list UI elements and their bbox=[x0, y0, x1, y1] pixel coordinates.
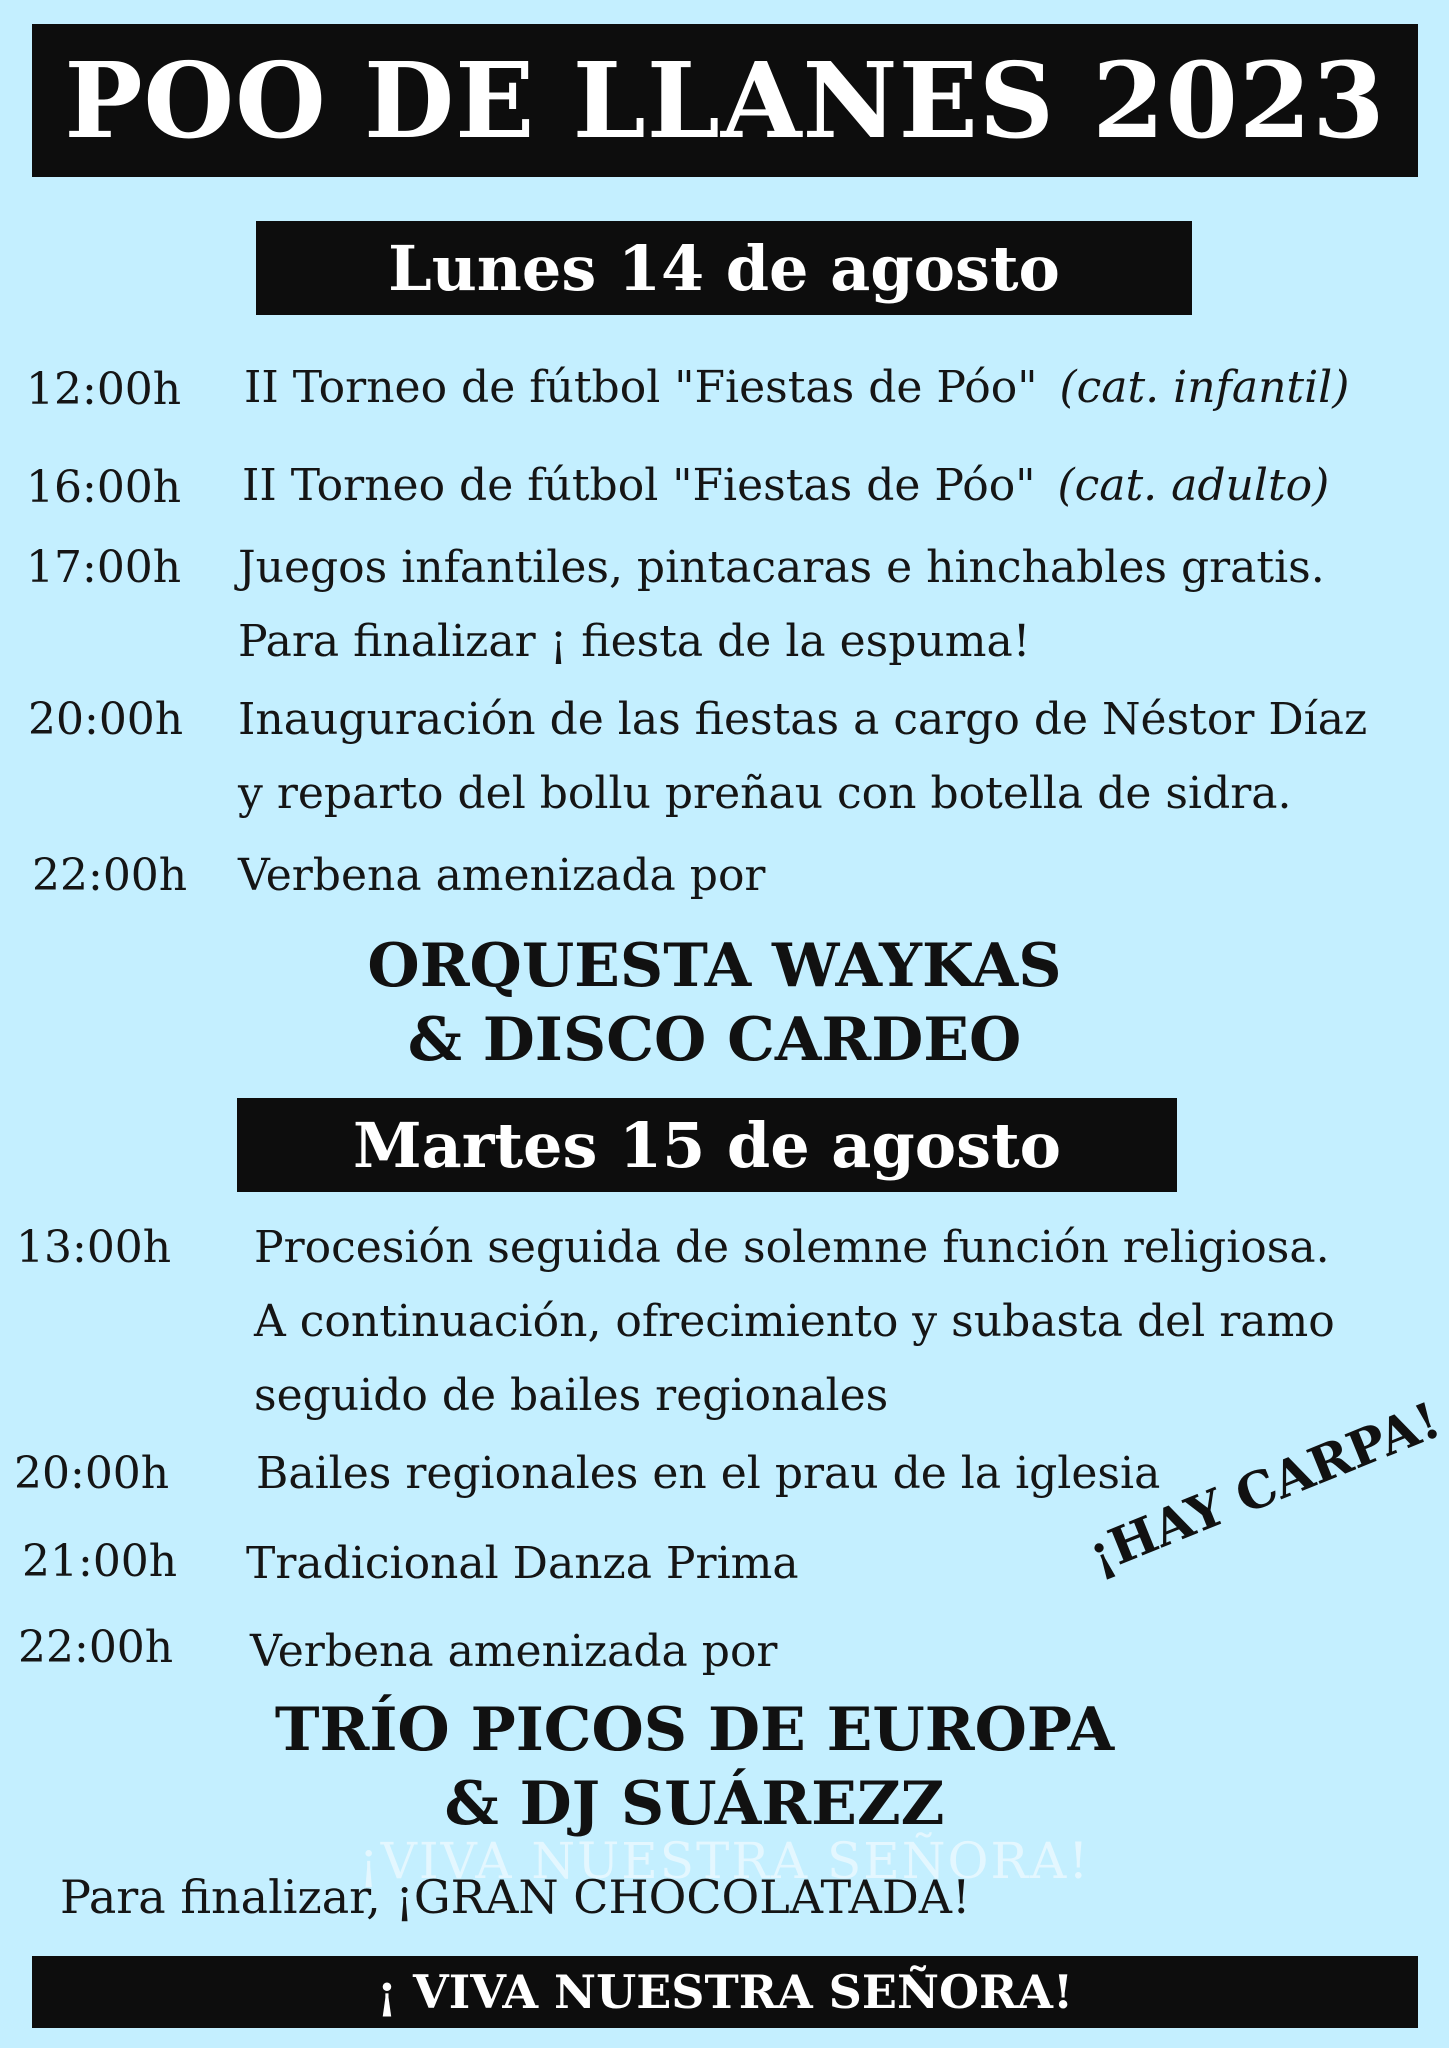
event-text: Bailes regionales en el prau de la iglesia bbox=[256, 1448, 1161, 1499]
band-name-line: & DISCO CARDEO bbox=[407, 1005, 1022, 1075]
closing-note: Para finalizar, ¡GRAN CHOCOLATADA! bbox=[60, 1870, 971, 1924]
event-time: 22:00h bbox=[18, 1622, 174, 1673]
day-heading-tuesday: Martes 15 de agosto bbox=[237, 1098, 1177, 1192]
band-name-line: & DJ SUÁREZZ bbox=[444, 1769, 945, 1839]
event-time: 21:00h bbox=[22, 1536, 178, 1587]
event-time: 17:00h bbox=[26, 542, 182, 593]
event-text bbox=[242, 460, 1330, 511]
event-time: 20:00h bbox=[14, 1448, 170, 1499]
watermark-text: ¡VIVA NUESTRA SEÑORA! bbox=[358, 1832, 1091, 1890]
event-text-line: y reparto del bollu preñau con botella de sidra. bbox=[238, 768, 1292, 819]
event-text-line: seguido de bailes regionales bbox=[254, 1370, 889, 1421]
band-name-line: ORQUESTA WAYKAS bbox=[367, 931, 1062, 1001]
event-text-line: A continuación, ofrecimiento y subasta del ramo bbox=[254, 1296, 1335, 1347]
event-text: Tradicional Danza Prima bbox=[246, 1538, 799, 1589]
event-text bbox=[244, 362, 1350, 413]
footer-banner: ¡ VIVA NUESTRA SEÑORA! bbox=[32, 1956, 1418, 2028]
event-time: 12:00h bbox=[26, 364, 182, 415]
event-time: 13:00h bbox=[16, 1222, 172, 1273]
event-category: (cat. infantil) bbox=[1059, 362, 1350, 413]
event-title: II Torneo de fútbol "Fiestas de Póo" bbox=[244, 362, 1038, 413]
day-heading-monday: Lunes 14 de agosto bbox=[256, 221, 1192, 315]
tent-notice-stamp: ¡HAY CARPA! bbox=[1080, 1390, 1449, 1585]
event-category: (cat. adulto) bbox=[1057, 460, 1330, 511]
event-text-line: Juegos infantiles, pintacaras e hinchables gratis. bbox=[238, 542, 1325, 593]
event-text: Verbena amenizada por bbox=[250, 1626, 778, 1677]
event-time: 16:00h bbox=[26, 462, 182, 513]
band-name-line: TRÍO PICOS DE EUROPA bbox=[274, 1695, 1115, 1765]
event-text-line: Inauguración de las fiestas a cargo de Néstor Díaz bbox=[238, 694, 1368, 745]
event-text-line: Para finalizar ¡ fiesta de la espuma! bbox=[238, 616, 1031, 667]
event-time: 22:00h bbox=[32, 850, 188, 901]
event-text-line: Procesión seguida de solemne función religiosa. bbox=[254, 1222, 1330, 1273]
poster-title: POO DE LLANES 2023 bbox=[32, 24, 1418, 177]
event-title: II Torneo de fútbol "Fiestas de Póo" bbox=[242, 460, 1036, 511]
event-text: Verbena amenizada por bbox=[238, 850, 766, 901]
event-time: 20:00h bbox=[28, 694, 184, 745]
